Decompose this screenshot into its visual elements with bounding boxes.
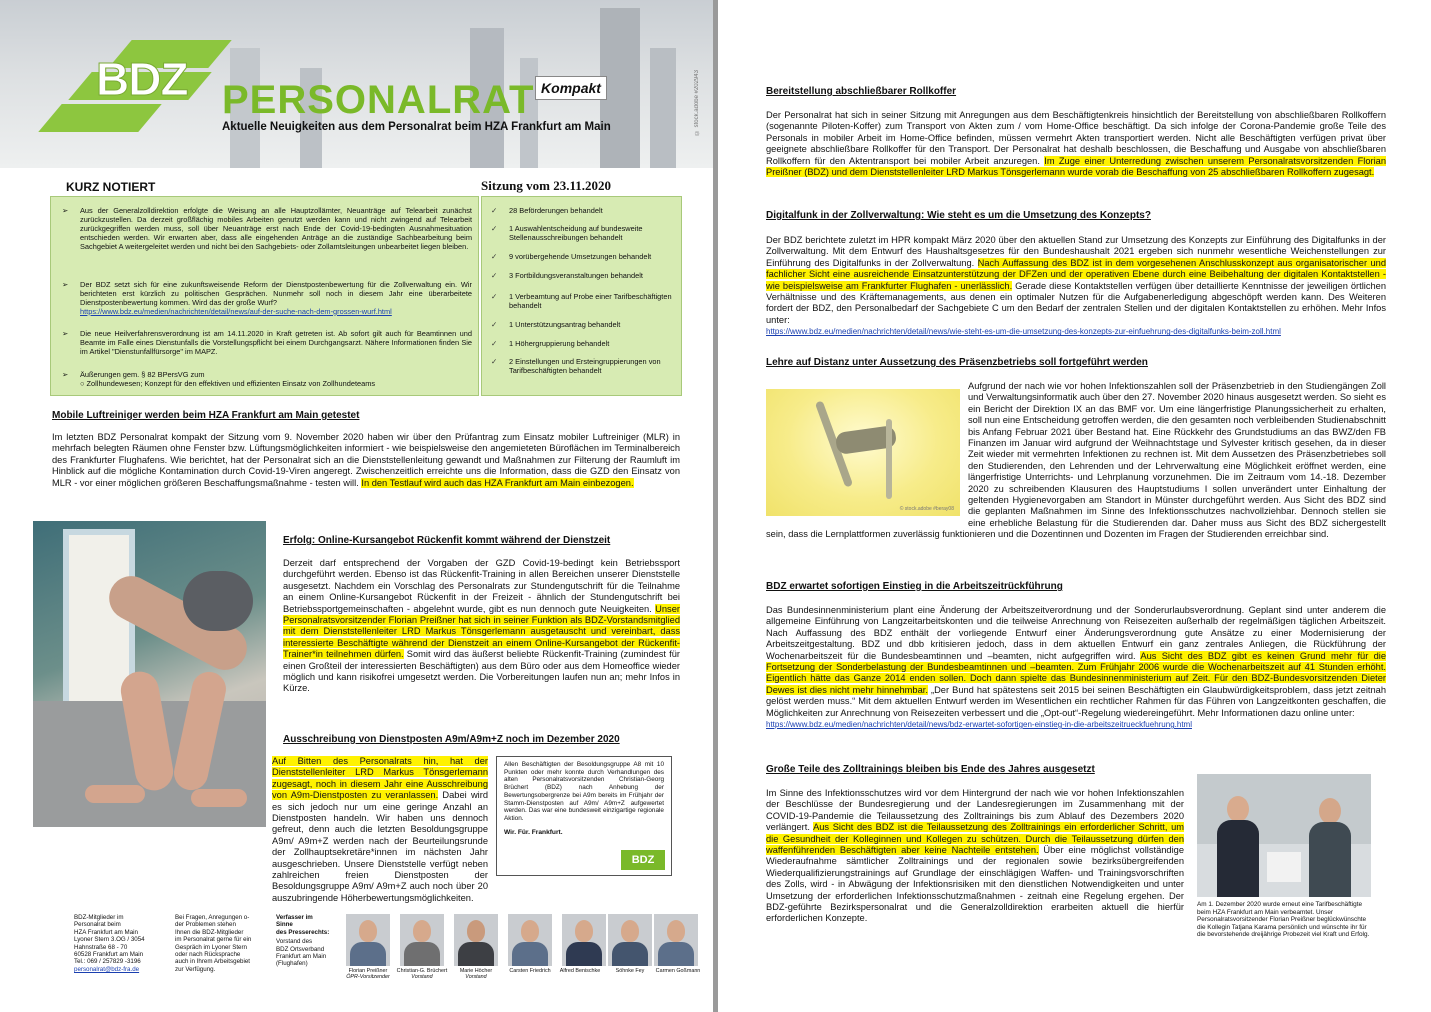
person-photo [454, 914, 498, 966]
lecture-image: © stock.adobe #beray08 [766, 389, 960, 516]
news-item: ➢ Aus der Generalzolldirektion erfolgte die Weisung an alle Hauptzollämter, Neuanträge auf Telearbeit zunächst zurückzustellen. Da derzeit großflächig mobiles Arbeiten genutzt werden kann und nicht zwingend auf Telearbeit zurückgegriffen werden muss, soll über Neuanträge erst nach Ende der Covid-19-bedingten Ausnahmesituation entschieden werden. Wir erwarten aber, dass alle eingehenden Anträge an die zuständige Sachbearbeitung beim Sachgebiet A weitergeleitet werden und nicht bei den Sachgebiets- oder Zollamtsleitungen unbearbeitet liegen bleiben. [62, 206, 472, 251]
person-photo [508, 914, 552, 966]
kompakt-badge: Kompakt [535, 76, 607, 100]
person-name: Florian Preißner ÖPR-Vorsitzender [346, 968, 390, 981]
publication-subtitle: Aktuelle Neuigkeiten aus dem Personalrat beim HZA Frankfurt am Main [222, 121, 611, 133]
stat-item: ✓ 1 Höhergruppierung behandelt [491, 339, 610, 348]
stat-item: ✓ 1 Verbeamtung auf Probe einer Tarifbeschäftigten behandelt [491, 292, 672, 310]
session-date: Sitzung vom 23.11.2020 [481, 178, 612, 193]
article-heading: Bereitstellung abschließbarer Rollkoffer [766, 86, 957, 97]
news-link[interactable]: https://www.bdz.eu/medien/nachrichten/detail/news/auf-der-suche-nach-dem-grossen-wurf.html [80, 306, 392, 316]
handover-photo [1197, 774, 1371, 897]
article-body: Derzeit darf entsprechend der Vorgaben der GZD Covid-19-bedingt kein Betriebssport durchgeführt werden. Ebenso ist das Rückenfit-Training in allen Bereichen unserer Dienststelle ausgesetzt. Nachdem ein Vorschlag des Personalrats zur Stundengutschrift für die Teilnahme an einem Online-Kursangebot Rückenfit in der Freizeit - ähnlich der Stundengutschrift bei Betriebssportgemeinschaften - abgelehnt wurde, gibt es nun dennoch gute Neuigkeiten. Unser Personalratsvorsitzender Florian Preißner hat sich in seiner Funktion als BDZ-Vorstandsmitglied mit dem Dienststellenleiter LRD Markus Tönsgerlemann ausgetauscht und vereinbart, dass interessierte Beschäftigte während der Dienstzeit an einem Online-Kursangebot der Rückenfit-Trainer*in teilnehmen dürfen. Somit wird das äußerst beliebte Rückenfit-Training (zumindest für einen Großteil der interessierten Beschäftigten) aus dem Büro oder aus dem Homeoffice wieder möglich und kann risikofrei umgesetzt werden. Die Vorbereitungen laufen nun an; mehr Infos in Kürze. [283, 558, 680, 694]
article-body: Aufgrund der nach wie vor hohen Infektionszahlen soll der Präsenzbetrieb in den Studiengängen Zoll und Verwaltungsinformatik auch über den 27. November 2020 hinaus ausgesetzt werden. So sieht es ein Bericht der Direktion IX an das BMF vor. Um eine längerfristige Planungssicherheit zu erhalten, soll nun eine Entscheidung getroffen werden, die den gesamten noch verbleibenden Studienabschnitt bis Anfang Februar 2021 über Bestand hat. Eine Rückkehr des Grundstudiums an das BWZ/den FB Finanzen im Januar wird aufgrund der Weihnachtstage und Sylvester kritisch gesehen, da in dieser Zeit wieder mit vermehrten Infektionen zu rechnen ist. Mit dem Aussetzen des Präsenzbetriebes soll den Studierenden, den Lehrenden und der Lehrverwaltung eine Möglichkeit eröffnet werden, eine längerfristige Unterrichts- und Lehrplanung vorzunehmen. Die im Zeitraum vom 14.-18. Dezember 2020 zu schreibenden Klausuren des Hauptstudiums I sollen unverändert unter Einhaltung der geltenden Hygienevorgaben am Standort in Münster durchgeführt werden. Aus Sicht des BDZ sind die geplanten Maßnahmen im Sinne des Infektionsschutzes nachvollziehbar. Dennoch stellen sie eine erhebliche Belastung für die Studierenden dar. Daher muss aus Sicht des BDZ sichergestellt sein, dass die Lernplattformen zuverlässig funktionieren und die Dozentinnen und Dozenten im Fragen der Studierenden erreichbar sind. [766, 381, 1386, 540]
stat-item: ✓ 1 Auswahlentscheidung auf bundesweite Stellenausschreibungen behandelt [491, 224, 643, 242]
page-1 [0, 0, 713, 1012]
stat-item: ✓ 9 vorübergehende Umsetzungen behandelt [491, 252, 652, 261]
article-body: Auf Bitten des Personalrats hin, hat der Dienststellenleiter LRD Markus Tönsgerlemann zugesagt, noch in diesem Jahr eine Ausschreibung von A9m-Dienstposten zu veranlassen. Dabei wird es sich jedoch nur um eine geringe Anzahl an Dienstposten handeln. Wir haben uns dennoch gefreut, denn auch die letzten Besoldungsgruppe A9m/ A9m+Z werden nach der Beurteilungsrunde der Zollhauptsekretäre*innen im nächsten Jahr ausgeschrieben. Unsere Dienststelle verfügt neben zahlreichen freien Dienstposten der Besoldungsgruppe A9m/ A9m+Z auch noch über 20 auszubringende Höherbewertungsmöglichkeiten. [272, 756, 488, 903]
article-heading: Mobile Luftreiniger werden beim HZA Frankfurt am Main getestet [52, 410, 360, 421]
article-body: Der Personalrat hat sich in seiner Sitzung mit Anregungen aus dem Beschäftigtenkreis hinsichtlich der Bereitstellung von abschließbaren Rollkoffern (sogenannte Piloten-Koffer) zum Transport von Akten zum / vom Home-Office beschäftigt. Da sich infolge der Corona-Pandemie große Teile des Personals in mobiler Arbeit im Home-Office befinden, müssen vermehrt Akten transportiert werden. Nicht alle Beschäftigten verfügen privat über geeignete abschließbare Rollkoffer für den Transport. Der Personalrat hat deshalb beschlossen, die Beschaffung und Ausgabe von abschließbaren Rollkoffern für den Aktentransport bei mobiler Arbeit anzuregen. Im Zuge einer Unterredung zwischen unserem Personalratsvorsitzenden Florian Preißner (BDZ) und dem Dienststellenleiter LRD Markus Tönsgerlemann wurde vorab die Beschaffung von 25 abschließbaren Rollkoffern zugesagt. [766, 110, 1386, 178]
article-heading: Ausschreibung von Dienstposten A9m/A9m+Z noch im Dezember 2020 [283, 734, 620, 745]
article-heading: Lehre auf Distanz unter Aussetzung des Präsenzbetriebs soll fortgeführt werden [766, 357, 1148, 368]
news-item: ➢ Äußerungen gem. § 82 BPersVG zum ○ Zollhundewesen; Konzept für den effektiven und effizienten Einsatz von Zollhundeteams [62, 370, 376, 388]
stat-item: ✓ 28 Beförderungen behandelt [491, 206, 603, 215]
header-banner [0, 0, 713, 168]
stat-item: ✓ 3 Fortbildungsveranstaltungen behandelt [491, 271, 643, 280]
article-heading: BDZ erwartet sofortigen Einstieg in die Arbeitszeitrückführung [766, 581, 1063, 592]
image-credit: © stock.adobe #202943 [694, 70, 700, 136]
kurz-notiert-heading: KURZ NOTIERT [66, 180, 156, 194]
article-body: Im Sinne des Infektionsschutzes wird vor dem Hintergrund der nach wie vor hohen Infektionszahlen der Beschlüsse der Bundesregierung und der Landesregierungen im Zusammenhang mit der COVID-19-Pandemie die Teilaussetzung des Zolltrainings bis zum Ablauf des Dezembers 2020 verlängert. Aus Sicht des BDZ ist die Teilaussetzung des Zolltrainings ein erforderlicher Schritt, um die Gesundheit der Kolleginnen und Kollegen zu schützen. Durch die Teilaussetzung dürfen den waffenführenden Beschäftigten aber keine Nachteile entstehen. Über eine möglichst vollständige Wiederaufnahme sämtlicher Zolltrainings und der regionalen sowie bezirksübergreifenden Wiederqualifizierungstrainings auf Grundlage der einschlägigen Waffen- und Trainingsvorschriften des Zolls, wird - in Abwägung der Infektionsrisiken mit den dienstlichen Notwendigkeiten und unter Umsetzung der erforderlichen Infektionsschutzmaßnahmen - zeitnah eine Regelung ergehen. Der BDZ-geführte Bezirkspersonalrat und die Generalzolldirektion erarbeiten aktuell die hierfür erforderlichen Konzepte. [766, 788, 1185, 924]
article-body: Das Bundesinnenministerium plant eine Änderung der Arbeitszeitverordnung und der Sonderurlaubsverordnung. Geplant sind unter anderem die allgemeine Einführung von Langzeitarbeitskonten und die teilweise Anrechnung von Reisezeiten außerhalb der regelmäßigen täglichen Arbeitszeit. Nach Auffassung des BDZ enthält der vorliegende Entwurf einer Änderungsverordnung gute Ansätze zu einer Modernisierung der Arbeitszeitgestaltung. BDZ und dbb kritisieren jedoch, dass in dem aktuellen Entwurf ein ganz zentrales Anliegen, die Rückführung der Wochenarbeitszeit für die Bundesbeamtinnen und –beamten, nicht aufgegriffen wird. Aus Sicht des BDZ gibt es keinen Grund mehr für die Fortsetzung der Sonderbelastung der Bundesbeamtinnen und –beamten. Zum Frühjahr 2006 wurde die Wochenarbeitszeit auf 41 Stunden erhöht. Eigentlich hätte das Ganze 2014 enden sollen. Doch dann spielte das Bundesinnenministerium auf Zeit. Für den BDZ-Bundesvorsitzenden Dieter Dewes ist dies nicht mehr hinnehmbar. „Der Bund hat spätestens seit 2015 bei seinen Beschäftigten ein Glaubwürdigkeitsproblem, dass jetzt zeitnah gelöst werden muss.“ Mit dem aktuellen Entwurf werden im Wesentlichen ein rechtlicher Rahmen für das Führen von Langzeitkonten geschaffen, die Möglichkeiten zur Anrechnung von Reisezeiten verbessert und die „Opt-out“-Regelung wiedereingeführt. Mehr Informationen dazu online unter: https://www.bdz.eu/medien/nachrichten/detail/news/bdz-erwartet-sofortigen-einstieg-in-die-arbeitszeitrueckfuehrung.html [766, 605, 1386, 730]
article-link[interactable]: https://www.bdz.eu/medien/nachrichten/detail/news/wie-steht-es-um-die-umsetzung-des-konzepts-zur-einfuehrung-des-digitalfunks-beim-zoll.html [766, 327, 1281, 337]
publication-title: PERSONALRAT [222, 78, 535, 122]
person-name: Carmen Goßmann [655, 968, 701, 974]
person-photo [346, 914, 390, 966]
footer-press-author: Verfasser im Sinne des Presserechts: Vorstand des BDZ Ortsverband Frankfurt am Main (Flughafen) [276, 914, 330, 968]
person-name: Christian-G. Brüchert Vorstand [396, 968, 448, 981]
person-name: Carsten Friedrich [509, 968, 551, 974]
person-photo [562, 914, 606, 966]
bdz-logo: BDZ [96, 53, 188, 105]
person-photo [608, 914, 652, 966]
email-link[interactable]: personalrat@bdz-fra.de [74, 965, 140, 973]
article-body: Der BDZ berichtete zuletzt im HPR kompakt März 2020 über den aktuellen Stand zur Umsetzung des Konzepts zur Einführung des Digitalfunks in der Zollverwaltung. Mit dem Entwurf des Haushaltsgesetzes für den Bundeshaushalt 2021 ergeben sich nunmehr wesentliche Weichenstellungen zur Einführung des Digitalfunks in der Zollverwaltung. Nach Auffassung des BDZ ist in dem vorgesehenen Anschlusskonzept aus organisatorischer und fachlicher Sicht eine ausreichende Einsatzunterstützung der DFZen und der operativen Ebene durch eine Beibehaltung der digitalen Kontaktstellen - wie beispielsweise am Frankfurter Flughafen - unerlässlich. Gerade diese Kontaktstellen verfügen über detaillierte Kenntnisse der jeweiligen örtlichen Verhältnisse und des Kräftemanagements, aus denen ein optimaler Nutzen für die Aufgabenerledigung abgeschöpft werden kann. Des Weiteren fordert der BDZ, den Personalbedarf der Sachgebiete C um den Bedarf der zentralen Stellen und der digitalen Kontaktstellen zu erhöhen. Mehr Infos unter: https://www.bdz.eu/medien/nachrichten/detail/news/wie-steht-es-um-die-umsetzung-des-konzepts-zur-einfuehrung-des-digitalfunks-beim-zoll.html [766, 235, 1387, 337]
photo-caption: Am 1. Dezember 2020 wurde erneut eine Tarifbeschäftigte beim HZA Frankfurt am Main verbeamtet. Unser Personalratsvorsitzender Florian Preißner beglückwünschte die Kollegin Tatjana Karama persönlich und wünschte ihr für die bevorstehende dreijährige Probezeit viel Kraft und Erfolg. [1197, 901, 1370, 939]
article-body: Im letzten BDZ Personalrat kompakt der Sitzung vom 9. November 2020 haben wir über den Prüfantrag zum Einsatz mobiler Luftreiniger (MLR) in mehrfach belegten Räumen ohne Fenster bzw. Lüftungsmöglichkeiten informiert - wie beispielsweise den angemieteten Büroflächen im Terminalbereich des Frankfurter Flughafens. Wie berichtet, hat der Personalrat sich an die Dienststellenleitung gewandt und Maßnahmen zur Filterung der Raumluft im Hinblick auf die mögliche Kontamination durch Covid-19-Viren angeregt. Zwischenzeitlich erreichte uns die Information, dass die GZD den Einsatz von MLR - vor einer möglichen größeren Beschaffungsmaßnahme - testen will. In den Testlauf wird auch das HZA Frankfurt am Main einbezogen. [52, 432, 680, 488]
stat-item: ✓ 2 Einstellungen und Ersteingruppierungen von Tarifbeschäftigten behandelt [491, 357, 661, 375]
news-item: ➢ Die neue Heilverfahrensverordnung ist am 14.11.2020 in Kraft getreten ist. Ab sofort gilt auch für Beamtinnen und Beamte im Falle eines Dienstunfalls die Vorstellungspflicht bei einem Durchgangsarzt. Nähere Informationen finden Sie im Artikel "Dienstunfallfürsorge" im MAPZ. [62, 329, 472, 356]
page-2 [718, 0, 1431, 1012]
info-box: Allen Beschäftigten der Besoldungsgruppe A8 mit 10 Punkten oder mehr konnte durch Verhandlungen des alten Personalratsvorsitzenden Christian-Georg Brüchert (BDZ) nach Anhebung der Bewertungsobergrenze bei A9m bereits im Frühjahr der Stamm-Dienstposten auf A9m/ A9m+Z aufgewertet werden. Das war eine bundesweit einzigartige regionale Aktion. Wir. Für. Frankfurt. BDZ [496, 756, 672, 876]
article-link[interactable]: https://www.bdz.eu/medien/nachrichten/detail/news/bdz-erwartet-sofortigen-einstieg-in-die-arbeitszeitrueckfuehrung.html [766, 720, 1192, 730]
person-name: Alfred Benischke [559, 968, 601, 974]
stat-item: ✓ 1 Unterstützungsantrag behandelt [491, 320, 621, 329]
article-heading: Erfolg: Online-Kursangebot Rückenfit kommt während der Dienstzeit [283, 535, 611, 546]
article-heading: Digitalfunk in der Zollverwaltung: Wie steht es um die Umsetzung des Konzepts? [766, 210, 1151, 221]
footer-contact-note: Bei Fragen, Anregungen o- der Problemen stehen Ihnen die BDZ-Mitglieder im Personalrat gerne für ein Gespräch im Lyoner Stern oder nach Rücksprache auch in Ihrem Arbeitsgebiet zur Verfügung. [175, 914, 252, 973]
person-photo [654, 914, 698, 966]
person-name: Marie Höcher Vorstand [459, 968, 493, 981]
person-name: Söhnke Fey [615, 968, 645, 974]
person-photo [400, 914, 444, 966]
news-item: ➢ Der BDZ setzt sich für eine zukunftsweisende Reform der Dienstpostenbewertung für die Zollverwaltung ein. Wir berichteten erst kürzlich zu politischen Gesprächen. Nunmehr soll noch in diesem Jahr eine überarbeitete Dienstpostenbewertung kommen. Wird das der große Wurf? https://www.bdz.eu/medien/nachrichten/detail/news/auf-der-suche-nach-dem-grossen-wurf.html [62, 280, 472, 316]
footer-address: BDZ-Mitglieder im Personalrat beim HZA Frankfurt am Main Lyoner Stern 3.OG / 3054 Hahnstraße 68 - 70 60528 Frankfurt am Main Tel.: 069 / 257829 -3196 personalrat@bdz-fra.de [74, 914, 145, 973]
bdz-small-logo: BDZ [621, 850, 665, 870]
article-heading: Große Teile des Zolltrainings bleiben bis Ende des Jahres ausgesetzt [766, 764, 1095, 775]
